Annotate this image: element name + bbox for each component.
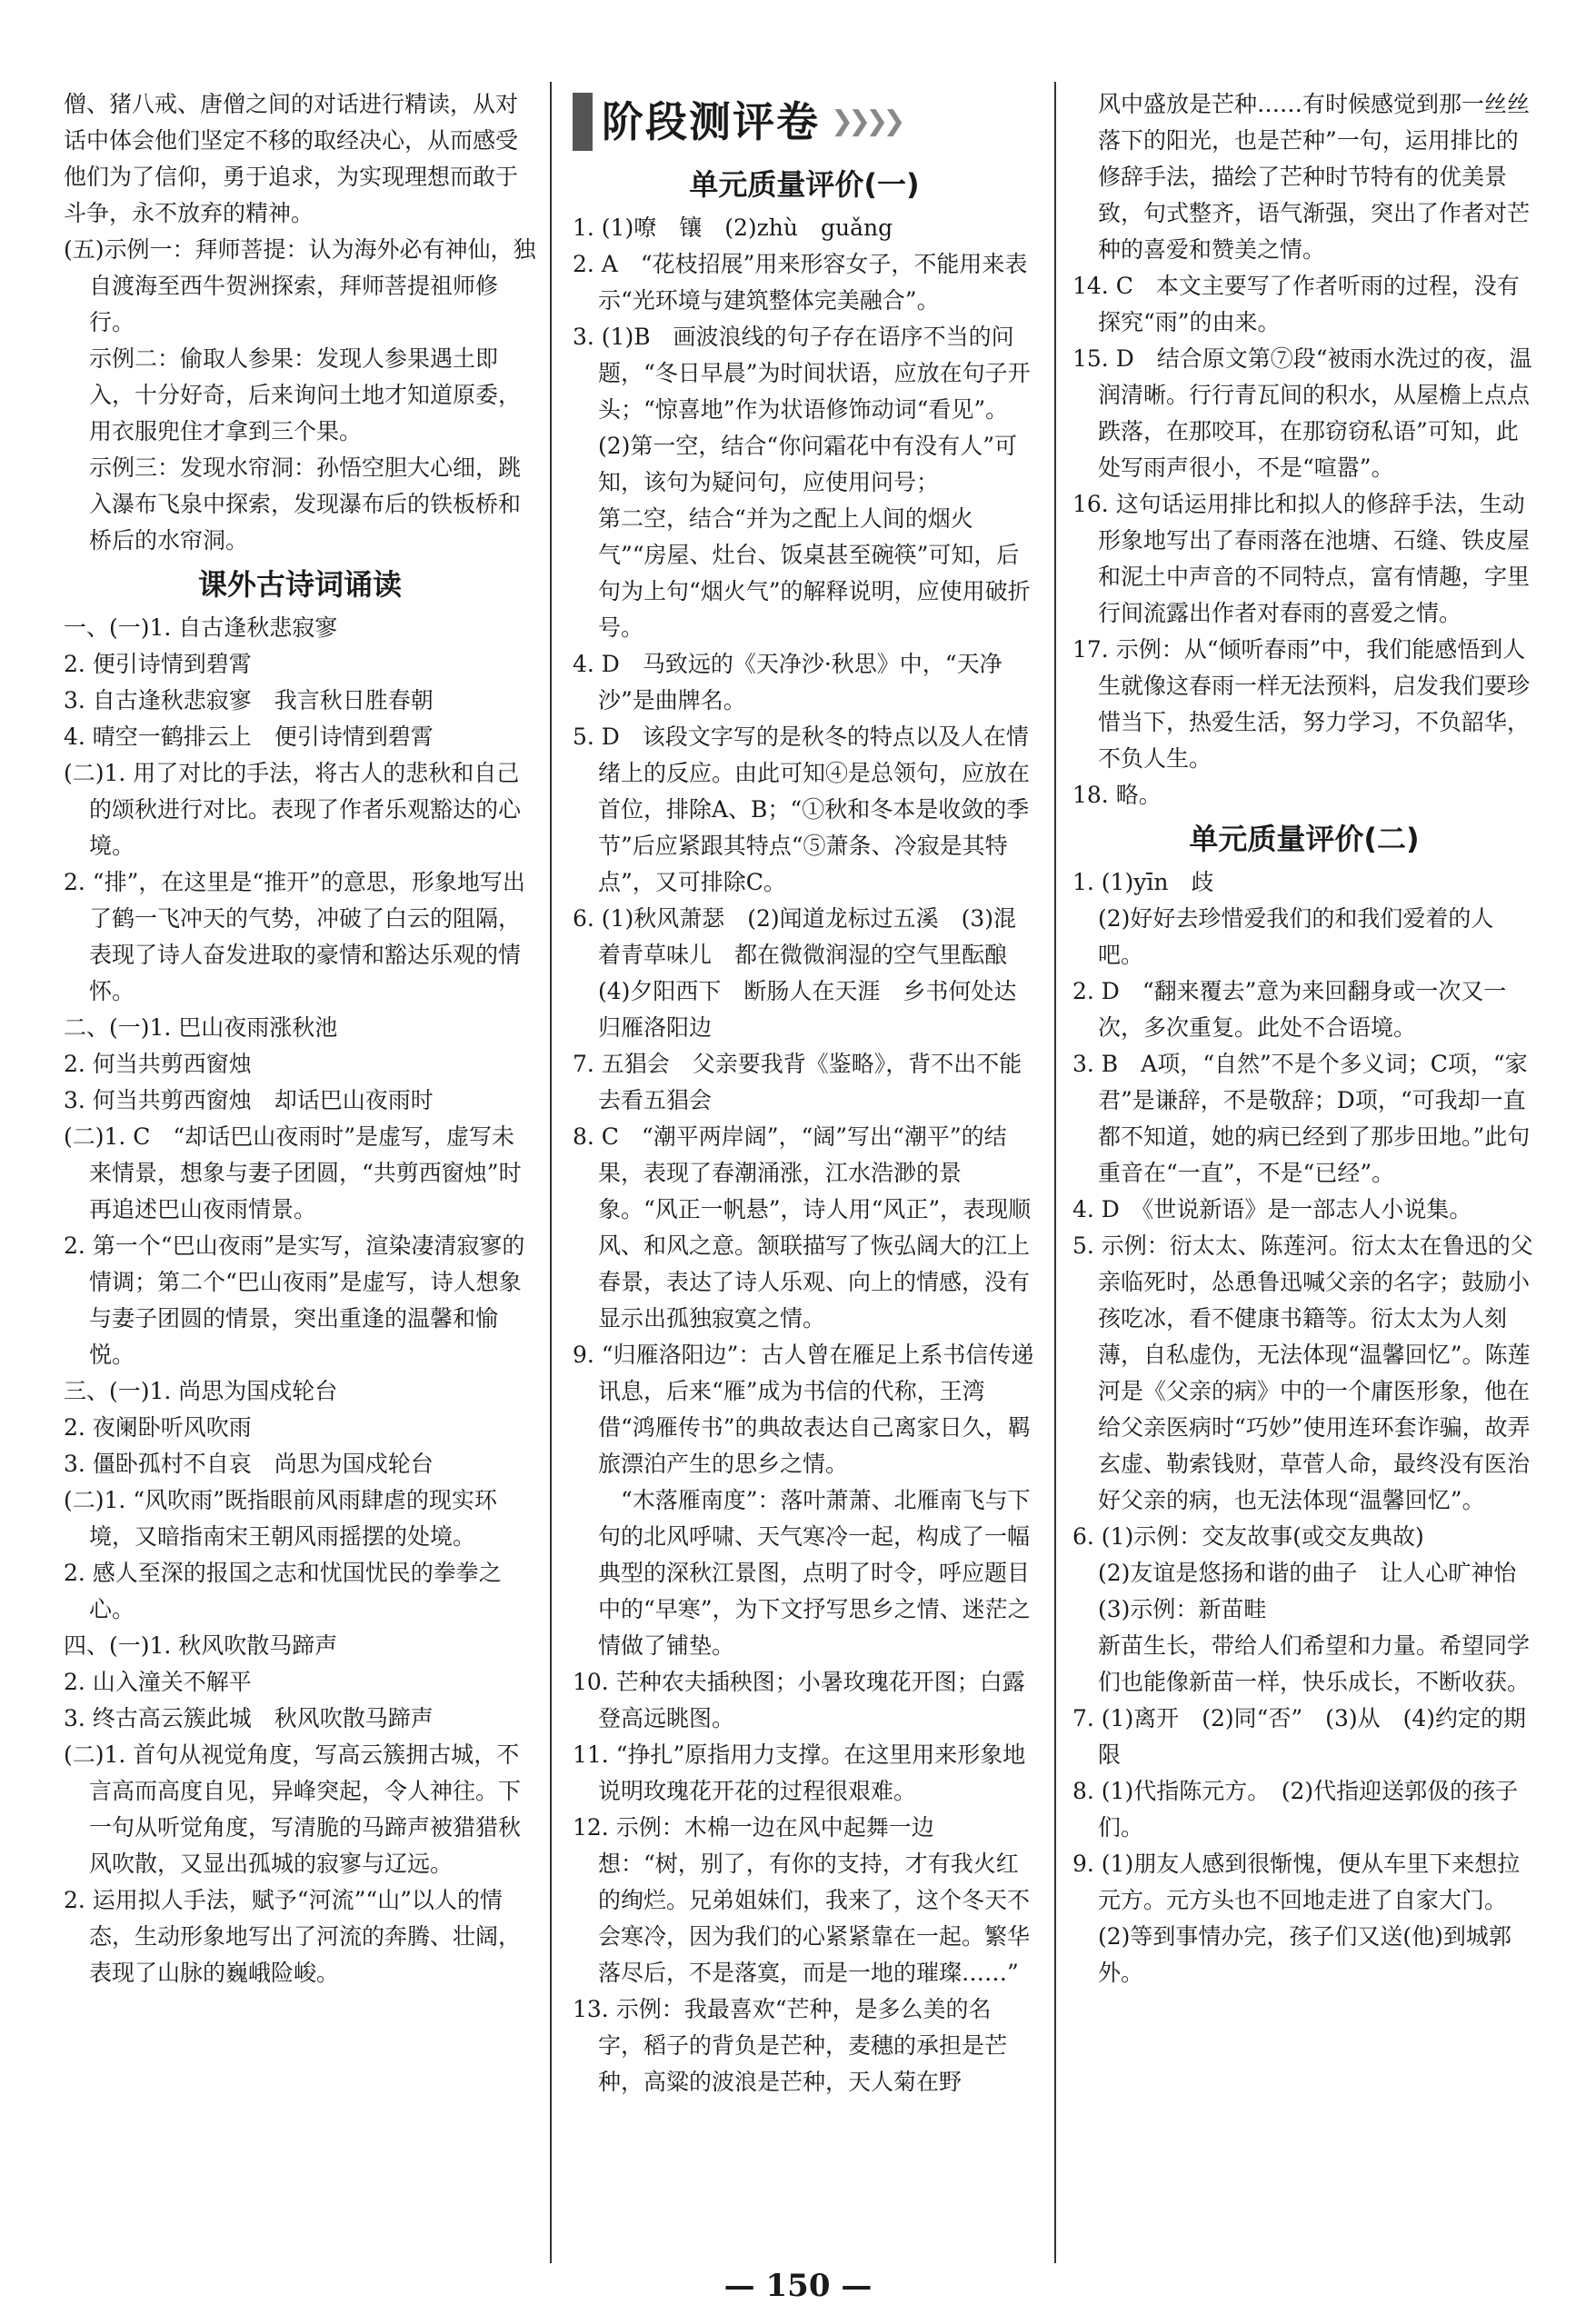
answer-text: 5. D 该段文字写的是秋冬的特点以及人在情绪上的反应。由此可知④是总领句，应放在首位，排除A、B；“①秋和冬本是收敛的季节”后应紧跟其特点“⑤萧条、冷寂是其特点”，又可排除C。 bbox=[573, 723, 1031, 895]
answer-text: 12. 示例：木棉一边在风中起舞一边想：“树，别了，有你的支持，才有我火红的绚烂。兄弟姐妹们，我来了，这个冬天不会寒冷，因为我们的心紧紧靠在一起。繁华落尽后，不是落寞，而是一地的璀璨……” bbox=[573, 1814, 1031, 1986]
page-number: — 150 — bbox=[723, 2268, 873, 2304]
answer-text: 1. (1)嘹 镶 (2)zhù guǎng bbox=[573, 215, 893, 241]
section-banner bbox=[573, 86, 1036, 157]
answer-text: 2. 便引诗情到碧霄 bbox=[64, 651, 252, 677]
answer-text: 3. 僵卧孤村不自哀 尚思为国戍轮台 bbox=[64, 1451, 434, 1477]
answer-text: 16. 这句话运用排比和拟人的修辞手法，生动形象地写出了春雨落在池塘、石缝、铁皮屋和泥土中声音的不同特点，富有情趣，字里行间流露出作者对春雨的喜爱之情。 bbox=[1072, 491, 1531, 626]
answer-text: 9. “归雁洛阳边”：古人曾在雁足上系书信传递讯息，后来“雁”成为书信的代称，王湾借“鸿雁传书”的典故表达自己离家日久，羁旅漂泊产生的思乡之情。 bbox=[573, 1342, 1034, 1477]
answer-text: 僧、猪八戒、唐僧之间的对话进行精读，从对话中体会他们坚定不移的取经决心，从而感受他们为了信仰，勇于追求，为实现理想而敢于斗争，永不放弃的精神。 bbox=[64, 91, 519, 226]
answer-text: 3. (1)B 画波浪线的句子存在语序不当的问题，“冬日早晨”为时间状语，应放在句子开头；“惊喜地”作为状语修饰动词“看见”。 bbox=[573, 324, 1031, 423]
answer-text: 7. 五猖会 父亲要我背《鉴略》，背不出不能去看五猖会 bbox=[573, 1051, 1022, 1113]
column-right bbox=[1072, 86, 1536, 1991]
answer-text: 3. 何当共剪西窗烛 却话巴山夜雨时 bbox=[64, 1087, 434, 1113]
answer-text: 6. (1)秋风萧瑟 (2)闻道龙标过五溪 (3)混着青草味儿 都在微微润湿的空气里酝酿 (4)夕阳西下 断肠人在天涯 乡书何处达 归雁洛阳边 bbox=[573, 905, 1040, 1041]
answer-text: 示例二：偷取人参果：发现人参果遇土即入，十分好奇，后来询问土地才知道原委，用衣服兜住才拿到三个果。 bbox=[89, 345, 522, 444]
answer-text: 4. 晴空一鹤排云上 便引诗情到碧霄 bbox=[64, 723, 434, 750]
answer-text: 3. 终古高云簇此城 秋风吹散马蹄声 bbox=[64, 1705, 434, 1731]
answer-text: 15. D 结合原文第⑦段“被雨水洗过的夜，温润清晰。行行青瓦间的积水，从屋檐上点点跌落，在那咬耳，在那窃窃私语”可知，此处写雨声很小，不是“喧嚣”。 bbox=[1072, 345, 1532, 481]
answer-text: 2. A “花枝招展”用来形容女子，不能用来表示“光环境与建筑整体完美融合”。 bbox=[573, 251, 1028, 314]
answer-text: 6. (1)示例：交友故事(或交友典故) bbox=[1072, 1523, 1424, 1550]
answer-text: 9. (1)朋友人感到很惭愧，便从车里下来想拉元方。元方头也不回地走进了自家大门。 bbox=[1072, 1851, 1521, 1913]
answer-text: 二、(一)1. 巴山夜雨涨秋池 bbox=[64, 1014, 338, 1041]
answer-text: 2. “排”，在这里是“推开”的意思，形象地写出了鹤一飞冲天的气势，冲破了白云的阻隔，表现了诗人奋发进取的豪情和豁达乐观的情怀。 bbox=[64, 869, 525, 1004]
answer-text: (2)第一空，结合“你问霜花中有没有人”可知，该句为疑问句，应使用问号； bbox=[598, 433, 1017, 495]
answer-text: 4. D 《世说新语》是一部志人小说集。 bbox=[1072, 1196, 1472, 1222]
answer-text: (二)1. 用了对比的手法，将古人的悲秋和自己的颂秋进行对比。表现了作者乐观豁达的心境。 bbox=[64, 760, 522, 859]
answer-text: 风中盛放是芒种……有时候感觉到那一丝丝落下的阳光，也是芒种”一句，运用排比的修辞手法，描绘了芒种时节特有的优美景致，句式整齐，语气渐强，突出了作者对芒种的喜爱和赞美之情。 bbox=[1098, 91, 1531, 263]
answer-text: (2)等到事情办完，孩子们又送(他)到城郭外。 bbox=[1098, 1923, 1511, 1986]
answer-text: (五)示例一：拜师菩提：认为海外必有神仙，独自渡海至西牛贺洲探索，拜师菩提祖师修行。 bbox=[64, 236, 536, 335]
answer-text: 2. 山入潼关不解平 bbox=[64, 1669, 252, 1695]
answer-text: 2. 运用拟人手法，赋予“河流”“山”以人的情态，生动形象地写出了河流的奔腾、壮阔，表现了山脉的巍峨险峻。 bbox=[64, 1887, 522, 1986]
answer-text: 三、(一)1. 尚思为国戍轮台 bbox=[64, 1378, 338, 1404]
answer-text: (2)好好去珍惜爱我们的和我们爱着的人吧。 bbox=[1098, 905, 1494, 968]
answer-text: 示例三：发现水帘洞：孙悟空胆大心细，跳入瀑布飞泉中探索，发现瀑布后的铁板桥和桥后的水帘洞。 bbox=[89, 454, 522, 554]
answer-text: 四、(一)1. 秋风吹散马蹄声 bbox=[64, 1632, 338, 1659]
column-left bbox=[64, 86, 536, 1991]
column-divider bbox=[550, 82, 552, 2263]
answer-text: (二)1. 首句从视觉角度，写高云簇拥古城，不言高而高度自见，异峰突起，令人神往。下一句从听觉角度，写清脆的马蹄声被猎猎秋风吹散，又显出孤城的寂寥与辽远。 bbox=[64, 1741, 522, 1877]
section-heading: 单元质量评价(一) bbox=[689, 167, 920, 202]
answer-text: 13. 示例：我最喜欢“芒种，是多么美的名字，稻子的背负是芒种，麦穗的承担是芒种，高粱的波浪是芒种，天人菊在野 bbox=[573, 1996, 1008, 2095]
answer-text: (2)友谊是悠扬和谐的曲子 让人心旷神怡 bbox=[1098, 1560, 1517, 1586]
column-middle bbox=[573, 86, 1040, 2100]
answer-text: 新苗生长，带给人们希望和力量。希望同学们也能像新苗一样，快乐成长，不断收获。 bbox=[1098, 1632, 1531, 1695]
banner-bar-icon bbox=[573, 93, 593, 151]
answer-text: 一、(一)1. 自古逢秋悲寂寥 bbox=[64, 614, 338, 641]
answer-text: 2. 第一个“巴山夜雨”是实写，渲染凄清寂寥的情调；第二个“巴山夜雨”是虚写，诗人想象与妻子团圆的情景，突出重逢的温馨和愉悦。 bbox=[64, 1232, 525, 1368]
column-divider bbox=[1054, 82, 1056, 2263]
answer-text: 11. “挣扎”原指用力支撑。在这里用来形象地说明玫瑰花开花的过程很艰难。 bbox=[573, 1741, 1026, 1804]
answer-text: 14. C 本文主要写了作者听雨的过程，没有探究“雨”的由来。 bbox=[1072, 273, 1520, 335]
answer-text: 第二空，结合“并为之配上人间的烟火气”“房屋、灶台、饭桌甚至碗筷”可知，后句为上句“烟火气”的解释说明，应使用破折号。 bbox=[598, 505, 1031, 641]
answer-text: 2. 夜阑卧听风吹雨 bbox=[64, 1414, 252, 1441]
answer-text: 3. 自古逢秋悲寂寥 我言秋日胜春朝 bbox=[64, 687, 434, 713]
answer-text: 3. B A项，“自然”不是个多义词；C项，“家君”是谦辞，不是敬辞；D项，“可我却一直都不知道，她的病已经到了那步田地。”此句重音在“一直”，不是“已经”。 bbox=[1072, 1051, 1531, 1186]
banner-title: 阶段测评卷 bbox=[602, 97, 820, 146]
answer-text: 17. 示例：从“倾听春雨”中，我们能感悟到人生就像这春雨一样无法预料，启发我们要珍惜当下，热爱生活，努力学习，不负韶华，不负人生。 bbox=[1072, 636, 1531, 772]
answer-text: 2. D “翻来覆去”意为来回翻身或一次又一次，多次重复。此处不合语境。 bbox=[1072, 978, 1507, 1041]
chevrons-icon: ❯❯❯❯ bbox=[831, 105, 901, 137]
answer-text: (3)示例：新苗畦 bbox=[1098, 1596, 1267, 1622]
answer-text: 2. 感人至深的报国之志和忧国忧民的拳拳之心。 bbox=[64, 1560, 502, 1622]
answer-text: 2. 何当共剪西窗烛 bbox=[64, 1051, 252, 1077]
answer-text: (二)1. C “却话巴山夜雨时”是虚写，虚写未来情景，想象与妻子团圆，“共剪西窗烛”时再追述巴山夜雨情景。 bbox=[64, 1123, 522, 1222]
answer-text: 8. C “潮平两岸阔”，“阔”写出“潮平”的结果，表现了春潮涌涨，江水浩渺的景象。“风正一帆悬”，诗人用“风正”，表现顺风、和风之意。颔联描写了恢弘阔大的江上春景，表达了诗人乐观、向上的情感，没有显示出孤独寂寞之情。 bbox=[573, 1123, 1032, 1332]
section-heading: 单元质量评价(二) bbox=[1189, 822, 1420, 856]
answer-text: 4. D 马致远的《天净沙·秋思》中，“天净沙”是曲牌名。 bbox=[573, 651, 1002, 713]
answer-text: 5. 示例：衍太太、陈莲河。衍太太在鲁迅的父亲临死时，怂恿鲁迅喊父亲的名字；鼓励小孩吃冰，看不健康书籍等。衍太太为人刻薄，自私虚伪，无法体现“温馨回忆”。陈莲河是《父亲的病》中的一个庸医形象，他在给父亲医病时“巧妙”使用连环套诈骗，故弄玄虚、勒索钱财，草菅人命，最终没有医治好父亲的病，也无法体现“温馨回忆”。 bbox=[1072, 1232, 1533, 1513]
answer-text: (二)1. “风吹雨”既指眼前风雨肆虐的现实环境，又暗指南宋王朝风雨摇摆的处境。 bbox=[64, 1487, 497, 1550]
answer-text: “木落雁南度”：落叶萧萧、北雁南飞与下句的北风呼啸、天气寒冷一起，构成了一幅典型的深秋江景图，点明了时令，呼应题目中的“早寒”，为下文抒写思乡之情、迷茫之情做了铺垫。 bbox=[598, 1487, 1031, 1659]
section-heading: 课外古诗词诵读 bbox=[197, 567, 402, 602]
answer-text: 7. (1)离开 (2)同“否” (3)从 (4)约定的期限 bbox=[1072, 1705, 1527, 1768]
answer-text: 18. 略。 bbox=[1072, 782, 1162, 808]
answer-text: 1. (1)yīn 歧 bbox=[1072, 869, 1214, 895]
answer-text: 8. (1)代指陈元方。 (2)代指迎送郭伋的孩子们。 bbox=[1072, 1778, 1519, 1841]
answer-text: 10. 芒种农夫插秧图；小暑玫瑰花开图；白露登高远眺图。 bbox=[573, 1669, 1025, 1731]
